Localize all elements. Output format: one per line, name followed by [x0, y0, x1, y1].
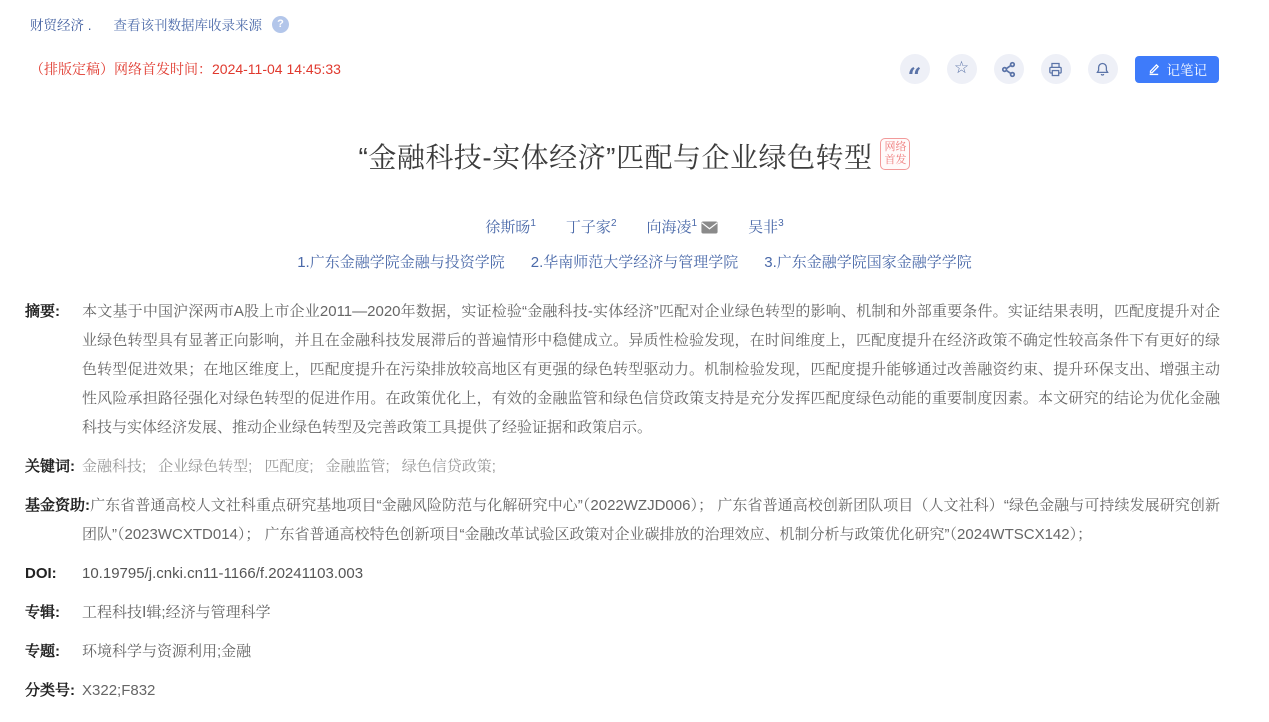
clc-row [25, 676, 1220, 705]
share-button[interactable] [994, 54, 1024, 84]
funding-row [25, 491, 1220, 549]
toolbar [900, 54, 1220, 91]
clc-value: X322;F832 [82, 682, 156, 699]
affiliation-link[interactable]: 1.广东金融学院金融与投资学院 [297, 254, 505, 271]
abstract-text: 本文基于中国沪深两市A股上市企业2011—2020年数据，实证检验“金融科技-实体经济”匹配对企业绿色转型的影响、机制和外部重要条件。实证结果表明，匹配度提升对企业绿色转型具有显著正向影响，并且在金融科技发展滞后的普遍情形中稳健成立。异质性检验发现，在时间维度上，匹配度提升在经济政策不确定性较高条件下有更好的绿色转型促进效果；在地区维度上，匹配度提升在污染排放较高地区有更强的绿色转型驱动力。机制检验发现，匹配度提升能够通过改善融资约束、提升环保支出、增强主动性风险承担路径强化对绿色转型的促进作用。在政策优化上，有效的金融监管和绿色信贷政策支持是充分发挥匹配度绿色动能的重要制度因素。本文研究的结论为优化金融科技与实体经济发展、推动企业绿色转型及完善政策工具提供了经验证据和政策启示。 [82, 303, 1220, 436]
print-button[interactable] [1041, 54, 1071, 84]
keyword-link[interactable]: 绿色信贷政策; [401, 458, 496, 475]
abstract-row [25, 297, 1220, 442]
net-first-badge: 网络首发 [880, 138, 910, 170]
topic-row [25, 637, 1220, 666]
doi-label: DOI: [25, 565, 57, 582]
keyword-link[interactable]: 匹配度; [264, 458, 314, 475]
affiliation-link[interactable]: 3.广东金融学院国家金融学学院 [764, 254, 972, 271]
journal-name[interactable]: 财贸经济 . [30, 18, 92, 33]
clc-label: 分类号: [25, 682, 75, 699]
pencil-icon [1147, 62, 1161, 76]
topic-label: 专题: [25, 643, 60, 660]
keyword-link[interactable]: 企业绿色转型; [158, 458, 253, 475]
article-title: “金融科技-实体经济”匹配与企业绿色转型 [358, 142, 873, 173]
author-list [0, 216, 1269, 237]
keywords-label: 关键词: [25, 458, 75, 475]
email-icon[interactable] [701, 221, 718, 238]
album-row [25, 598, 1220, 627]
author-link[interactable]: 吴非$^3$ [748, 218, 784, 236]
help-icon[interactable]: ? [272, 16, 289, 33]
cite-button[interactable]: “ [900, 54, 930, 84]
doi-row [25, 559, 1220, 588]
alert-button[interactable] [1088, 54, 1118, 84]
funding-label: 基金资助: [25, 497, 90, 514]
article-header [0, 136, 1269, 272]
star-icon: ☆ [953, 58, 970, 77]
affiliation-link[interactable]: 2.华南师范大学经济与管理学院 [530, 254, 739, 271]
article-meta [25, 297, 1220, 705]
author-link[interactable]: 丁子家$^2$ [565, 218, 617, 236]
topic-value: 环境科学与资源利用;金融 [82, 643, 252, 660]
doi-value: 10.19795/j.cnki.cn11-1166/f.20241103.003 [82, 565, 364, 582]
keywords-row [25, 452, 1220, 481]
author-link[interactable]: 向海凌$^1$ [647, 219, 719, 236]
bell-icon [1094, 61, 1111, 78]
album-value: 工程科技Ⅰ辑;经济与管理科学 [82, 604, 271, 621]
affiliation-list [0, 251, 1269, 272]
album-label: 专辑: [25, 604, 60, 621]
favorite-button[interactable] [947, 54, 977, 84]
keyword-link[interactable]: 金融科技; [82, 458, 147, 475]
abstract-label: 摘要: [25, 303, 60, 320]
publish-info: （排版定稿）网络首发时间：2024-11-04 14:45:33 [30, 61, 341, 77]
top-bar [0, 0, 1269, 91]
share-icon [1000, 61, 1017, 78]
keyword-list [82, 458, 508, 475]
printer-icon [1047, 61, 1064, 78]
take-note-button[interactable] [1135, 56, 1220, 83]
author-link[interactable]: 徐斯旸$^1$ [485, 218, 536, 236]
take-note-label: 记笔记 [1166, 63, 1207, 78]
source-link[interactable]: 查看该刊数据库收录来源 [113, 18, 263, 33]
funding-text: 广东省普通高校人文社科重点研究基地项目“金融风险防范与化解研究中心”（2022WZJD006）； 广东省普通高校创新团队项目（人文社科）“绿色金融与可持续发展研究创新团队”（2023WCXTD014）； 广东省普通高校特色创新项目“金融改革试验区政策对企业碳排放的治理效应、机制分析与政策优化研究”（2024WTSCX142）； [82, 497, 1220, 543]
keyword-link[interactable]: 金融监管; [325, 458, 390, 475]
